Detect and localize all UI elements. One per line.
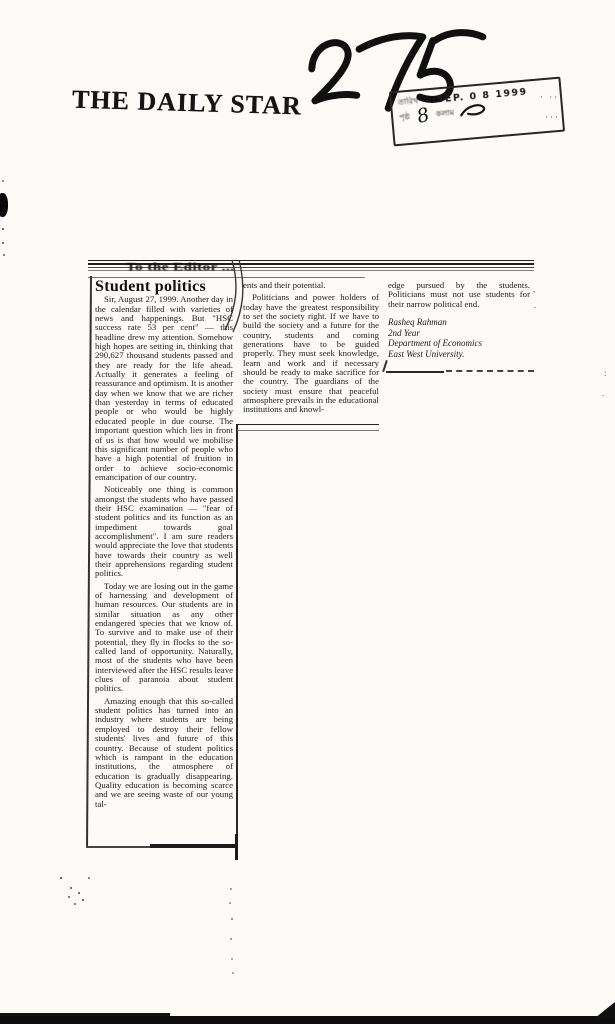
stamp-outer-dots-top: · ··· xyxy=(540,92,565,102)
clipping-left-edge xyxy=(86,276,91,848)
article-column-3 xyxy=(388,281,530,359)
signature-department: Department of Economics xyxy=(388,338,482,349)
article-column-1 xyxy=(95,278,234,812)
scanner-edge-bar xyxy=(0,1016,615,1024)
article-headline: Student politics xyxy=(95,278,207,295)
paragraph: ents and their potential. xyxy=(243,280,326,290)
col2-bottom-edge xyxy=(237,424,379,431)
fold-dash-trail xyxy=(230,888,232,890)
stamp-date-label: তারিখ xyxy=(397,96,419,107)
col1-bottom-right-tick xyxy=(235,834,238,860)
section-banner-title: To the Editor ... xyxy=(126,260,235,274)
col3-bottom-edge-solid xyxy=(386,371,444,373)
paragraph: Sir, August 27, 1999. Another day in the calendar filled with varieties of news and happenings. But "HSC success rate 53 per cent" — this headline drew my attention. Somehow high hopes are setting in, thinking that 290,627 thousand students passed and they are ready for the life ahead. Actually it generates a feeling of reassurance and optimism. It is another day when we know that we are richer than yesterday in terms of educated people or who would be highly educated people in due course. The important question which lies in front of us is that how would we mobilise this significant number of people who have a high potential of fruition in order to achieve socio-economic emancipation of our country. xyxy=(95,294,233,482)
binding-ink-blot xyxy=(0,193,8,217)
pencil-specks xyxy=(60,877,62,879)
scanner-corner-wedge xyxy=(595,1002,615,1018)
col1-bottom-edge-thin xyxy=(86,846,156,848)
paragraph: edge pursued by the students. Politicians must not use students for their narrow political end. xyxy=(388,280,530,309)
stamp-outer-dots-bottom: ··· xyxy=(545,112,560,122)
paragraph: Noticeably one thing is common amongst the students who have passed their HSC examination — "fear of student politics and its function as an impediment towards goal accomplishment". I am sure readers would appreciate the love that students have towards their country as well their apprehensions regarding student politics. xyxy=(95,484,233,579)
stamp-dotted-line: ··· xyxy=(421,95,434,106)
paragraph: Today we are losing out in the game of harnessing and development of human resources. Our students are in similar situation as any other endangered species that we know of. To survive and to make use of their potential, they fly in flocks to the so-called land of opportunity. Naturally, most of the students who have been interviewed after the HSC results leave clues of paranoia about student politics. xyxy=(95,580,234,694)
margin-marks: , xyxy=(533,284,536,294)
paragraph: Amazing enough that this so-called student politics has turned into an industry where students are being employed to destroy their fellow students' lives and future of this country. Because of student politics which is rampant in the education institutions, the atmosphere of education is gradually disappearing. Quality education is becoming scarce and we are seeing waste of our young tal- xyxy=(95,695,233,809)
stamp-date-value: SEP. 0 8 1999 xyxy=(436,86,529,106)
section-banner xyxy=(88,258,534,280)
newspaper-masthead: THE DAILY STAR xyxy=(71,84,303,121)
col1-bottom-edge-thick xyxy=(150,844,238,848)
signature-university: East West University. xyxy=(388,348,465,359)
margin-marks: . xyxy=(534,300,537,310)
signature-name: Rasheq Rahman xyxy=(388,317,447,328)
handwritten-loop-mark xyxy=(457,102,488,121)
margin-marks: : xyxy=(604,368,607,378)
margin-marks: . xyxy=(602,388,605,398)
clipping-mid-vertical-edge xyxy=(236,424,238,850)
letter-signature xyxy=(388,317,530,359)
stamp-column-label: কলাম xyxy=(435,107,455,119)
edge-speck xyxy=(2,228,4,230)
handwritten-page-number: 8 xyxy=(414,103,432,128)
stamp-page-label: পৃষ্ঠ xyxy=(398,111,411,122)
paragraph: Politicians and power holders of today have the greatest responsibility to set the society right. If we have to build the society and a future for the country, students and coming generations have to be guided properly. They must seek knowledge, learn and work and if necessary should be ready to make sacrifice for the country. The guardians of the society must ensure that peaceful atmosphere prevails in the educational institutions and knowl- xyxy=(243,292,379,415)
col3-bottom-edge-dashed xyxy=(446,370,534,372)
signature-year: 2nd Year xyxy=(388,327,420,338)
article-column-2 xyxy=(243,281,379,418)
